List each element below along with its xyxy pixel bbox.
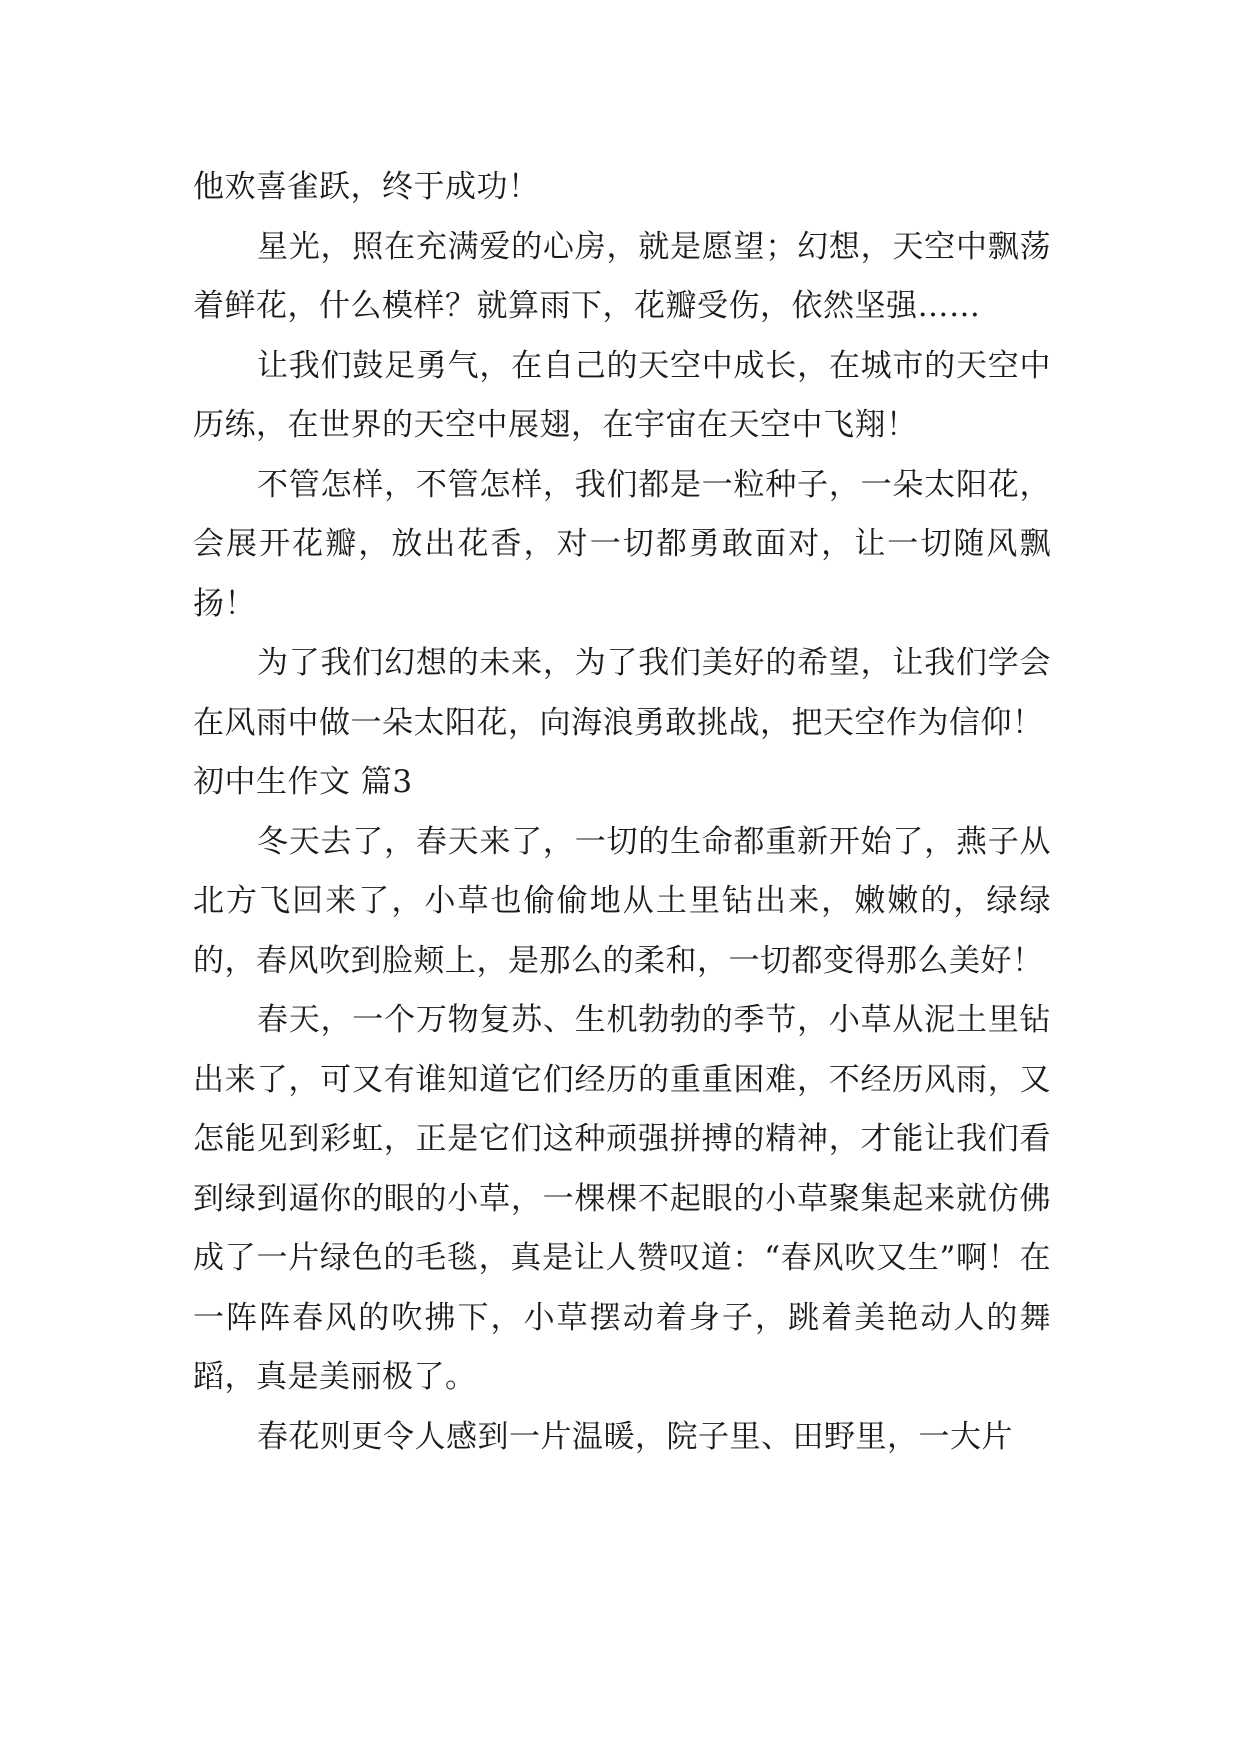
- paragraph: 让我们鼓足勇气，在自己的天空中成长，在城市的天空中历练，在世界的天空中展翅，在宇宙在天空中飞翔！: [193, 347, 1051, 443]
- paragraph: 为了我们幻想的未来，为了我们美好的希望，让我们学会在风雨中做一朵太阳花，向海浪勇敢挑战，把天空作为信仰！: [193, 645, 1051, 741]
- paragraph: 他欢喜雀跃，终于成功！: [193, 169, 540, 205]
- paragraph: 春天，一个万物复苏、生机勃勃的季节，小草从泥土里钻出来了，可又有谁知道它们经历的重重困难，不经历风雨，又怎能见到彩虹，正是它们这种顽强拼搏的精神，才能让我们看到绿到逼你的眼的小草，一棵棵不起眼的小草聚集起来就仿佛成了一片绿色的毛毯，真是让人赞叹道：“春风吹又生”啊！在一阵阵春风的吹拂下，小草摆动着身子，跳着美艳动人的舞蹈，真是美丽极了。: [193, 1002, 1051, 1395]
- paragraph: 星光，照在充满爱的心房，就是愿望；幻想，天空中飘荡着鲜花，什么模样？就算雨下，花瓣受伤，依然坚强……: [193, 228, 1051, 324]
- paragraph: 春花则更令人感到一片温暖，院子里、田野里，一大片: [257, 1418, 1013, 1455]
- paragraph: 冬天去了，春天来了，一切的生命都重新开始了，燕子从北方飞回来了，小草也偷偷地从土里钻出来，嫩嫩的，绿绿的，春风吹到脸颊上，是那么的柔和，一切都变得那么美好！: [193, 823, 1051, 979]
- paragraph: 不管怎样，不管怎样，我们都是一粒种子，一朵太阳花，会展开花瓣，放出花香，对一切都勇敢面对，让一切随风飘扬！: [193, 466, 1051, 622]
- document-body: [193, 158, 1051, 1467]
- section-heading: 初中生作文 篇3: [193, 764, 413, 800]
